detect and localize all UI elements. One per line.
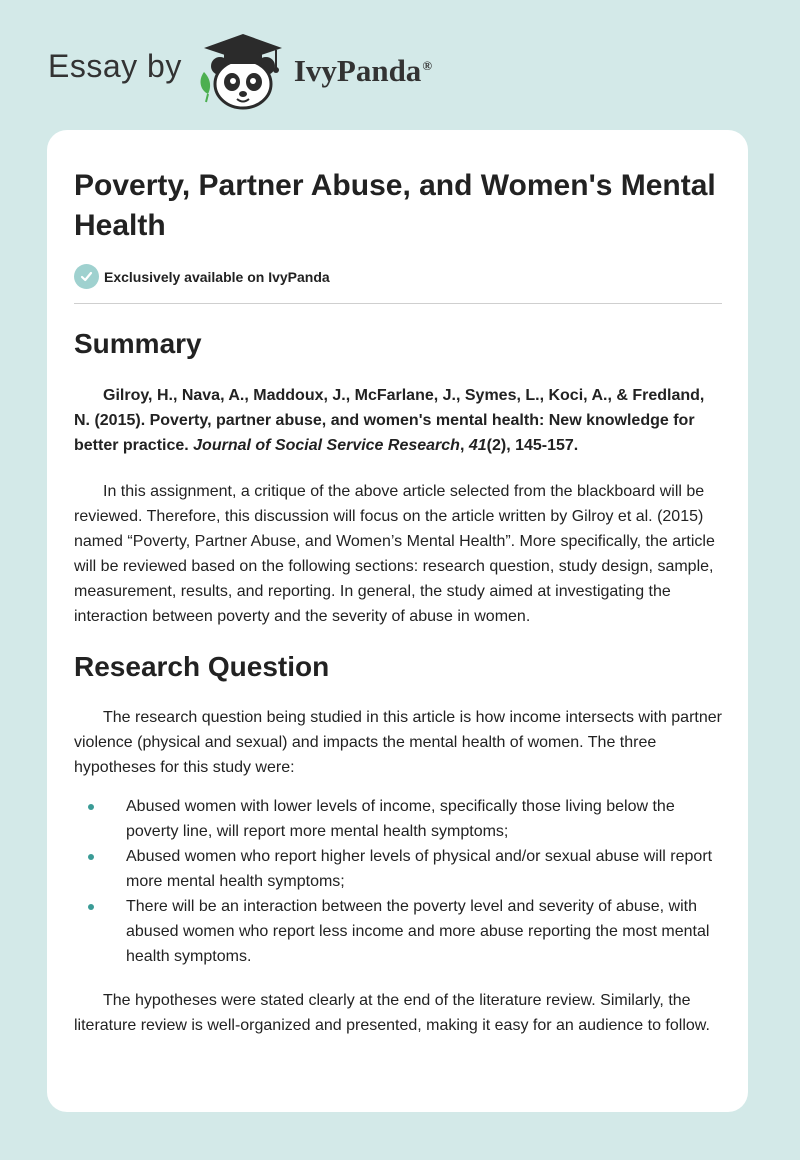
- bullet-dot-icon: [88, 904, 94, 910]
- citation-journal: Journal of Social Service Research: [193, 437, 460, 454]
- citation: [74, 383, 722, 458]
- citation-issue-pages: (2), 145-157.: [486, 437, 579, 454]
- conclusion-paragraph: The hypotheses were stated clearly at the end of the literature review. Similarly, the literature review is well-organized and presented, making it easy for an audience to follow.: [74, 992, 710, 1034]
- summary-heading: Summary: [74, 328, 202, 359]
- check-circle-icon: [74, 264, 99, 289]
- list-item: [74, 844, 722, 894]
- brand-name: IvyPanda®: [293, 53, 433, 88]
- research-paragraph: The research question being studied in this article is how income intersects with partner violence (physical and sexual) and impacts the mental health of women. The three hypotheses for this study were:: [74, 709, 722, 776]
- page-title: Poverty, Partner Abuse, and Women's Mental Health: [74, 169, 716, 242]
- bullet-dot-icon: [88, 854, 94, 860]
- bullet-dot-icon: [88, 804, 94, 810]
- citation-sep: ,: [459, 437, 469, 454]
- hypotheses-list: [74, 794, 722, 969]
- citation-volume: 41: [468, 437, 487, 454]
- essay-by-label: Essay by: [48, 47, 182, 84]
- list-item: [74, 894, 722, 969]
- registered-mark: ®: [422, 57, 433, 73]
- brand-header[interactable]: [48, 28, 432, 112]
- list-item: [74, 794, 722, 844]
- citation-authors: Gilroy, H., Nava, A., Maddoux, J., McFarlane, J., Symes, L., Koci, A., & Fredland, N. (2015). Poverty, partner abuse, and women's mental health: New knowledge for better practice.: [74, 387, 705, 454]
- exclusive-label: Exclusively available on IvyPanda: [104, 268, 330, 285]
- research-question-heading: Research Question: [74, 651, 330, 682]
- article-card: [47, 130, 748, 1112]
- exclusive-badge: [74, 264, 722, 304]
- hypothesis-text: There will be an interaction between the poverty level and severity of abuse, with abused women who report less income and more abuse reporting the most mental health symptoms.: [126, 898, 710, 965]
- panda-logo-icon: [196, 28, 288, 112]
- hypothesis-text: Abused women with lower levels of income, specifically those living below the poverty line, will report more mental health symptoms;: [126, 798, 675, 840]
- hypothesis-text: Abused women who report higher levels of physical and/or sexual abuse will report more mental health symptoms;: [126, 848, 713, 890]
- summary-paragraph: In this assignment, a critique of the above article selected from the blackboard will be reviewed. Therefore, this discussion will focus on the article written by Gilroy et al. (2015) named “Poverty, Partner Abuse, and Women’s Mental Health”. More specifically, the article will be reviewed based on the following sections: research question, study design, sample, measurement, results, and reporting. In general, the study aimed at investigating the interaction between poverty and the severity of abuse in women.: [74, 483, 715, 625]
